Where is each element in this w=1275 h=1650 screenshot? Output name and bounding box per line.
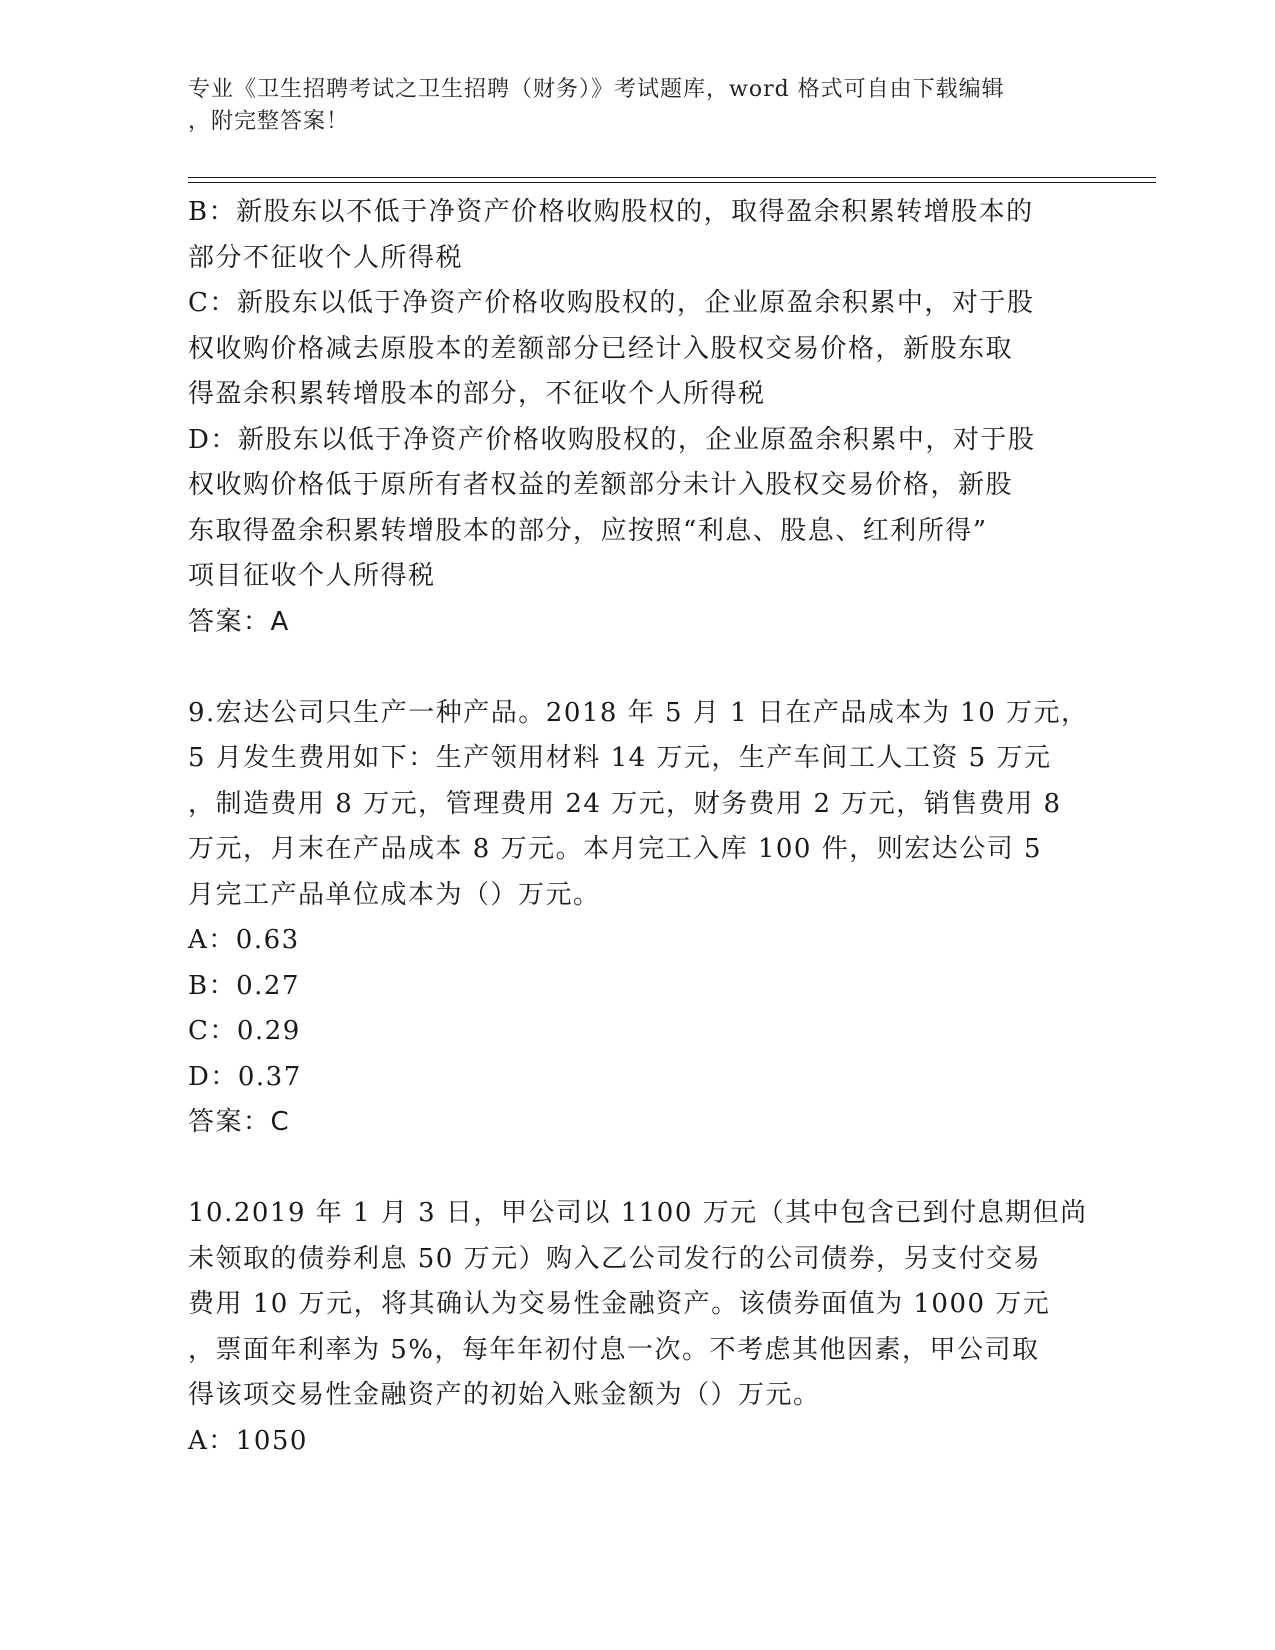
option-line: 部分不征收个人所得税 bbox=[188, 242, 464, 273]
spacer bbox=[188, 1146, 1068, 1192]
answer-label: 答案：A bbox=[188, 606, 290, 637]
question-stem-line: 费用 10 万元，将其确认为交易性金融资产。该债券面值为 1000 万元 bbox=[188, 1289, 1051, 1319]
question-10 bbox=[188, 1191, 1088, 1464]
question-stem-line: 月完工产品单位成本为（）万元。 bbox=[188, 879, 601, 910]
option-line: 项目征收个人所得税 bbox=[188, 561, 436, 591]
prev-question-option-d bbox=[188, 418, 1068, 600]
header-line: 专业《卫生招聘考试之卫生招聘（财务）》考试题库，word 格式可自由下载编辑 bbox=[188, 77, 1005, 102]
option-line: 东取得盈余积累转增股本的部分，应按照“利息、股息、红利所得” bbox=[188, 515, 988, 546]
option-line: B：新股东以不低于净资产价格收购股权的，取得盈余积累转增股本的 bbox=[188, 197, 1034, 227]
question-stem-line: 9.宏达公司只生产一种产品。2018 年 5 月 1 日在产品成本为 10 万元， bbox=[188, 697, 1089, 728]
question-stem-line: 未领取的债券利息 50 万元）购入乙公司发行的公司债券，另支付交易 bbox=[188, 1243, 1042, 1274]
prev-question-option-c bbox=[188, 281, 1068, 418]
question-stem-line: 10.2019 年 1 月 3 日，甲公司以 1100 万元（其中包含已到付息期但尚 bbox=[188, 1198, 1088, 1228]
option-line: C：新股东以低于净资产价格收购股权的，企业原盈余积累中，对于股 bbox=[188, 288, 1035, 318]
question-stem-line: 5 月发生费用如下：生产领用材料 14 万元，生产车间工人工资 5 万元 bbox=[188, 743, 1052, 773]
option-line: 权收购价格减去原股本的差额部分已经计入股权交易价格，新股东取 bbox=[188, 333, 1014, 364]
option-b: B：0.27 bbox=[188, 970, 300, 1001]
option-c: C：0.29 bbox=[188, 1016, 301, 1046]
option-line: 权收购价格低于原所有者权益的差额部分未计入股权交易价格，新股 bbox=[188, 470, 1014, 500]
header-line: ，附完整答案！ bbox=[188, 109, 350, 134]
question-stem-line: ，票面年利率为 5%，每年年初付息一次。不考虑其他因素，甲公司取 bbox=[188, 1334, 1040, 1365]
document-body bbox=[188, 190, 1089, 1464]
option-d: D：0.37 bbox=[188, 1061, 302, 1092]
header-rule-top bbox=[188, 177, 1156, 178]
question-stem-line: 万元，月末在产品成本 8 万元。本月完工入库 100 件，则宏达公司 5 bbox=[188, 834, 1043, 864]
header-rule-bottom bbox=[188, 182, 1156, 183]
document-header bbox=[188, 74, 1068, 138]
prev-question-option-b bbox=[188, 190, 1068, 281]
answer-label: 答案：C bbox=[188, 1107, 291, 1137]
question-stem-line: ，制造费用 8 万元，管理费用 24 万元，财务费用 2 万元，销售费用 8 bbox=[188, 788, 1062, 819]
option-line: 得盈余积累转增股本的部分，不征收个人所得税 bbox=[188, 379, 766, 409]
option-a: A：0.63 bbox=[188, 925, 300, 955]
question-9 bbox=[188, 691, 1089, 1146]
question-stem-line: 得该项交易性金融资产的初始入账金额为（）万元。 bbox=[188, 1380, 821, 1410]
spacer bbox=[188, 645, 1068, 691]
option-a: A：1050 bbox=[188, 1425, 308, 1456]
option-line: D：新股东以低于净资产价格收购股权的，企业原盈余积累中，对于股 bbox=[188, 424, 1036, 455]
